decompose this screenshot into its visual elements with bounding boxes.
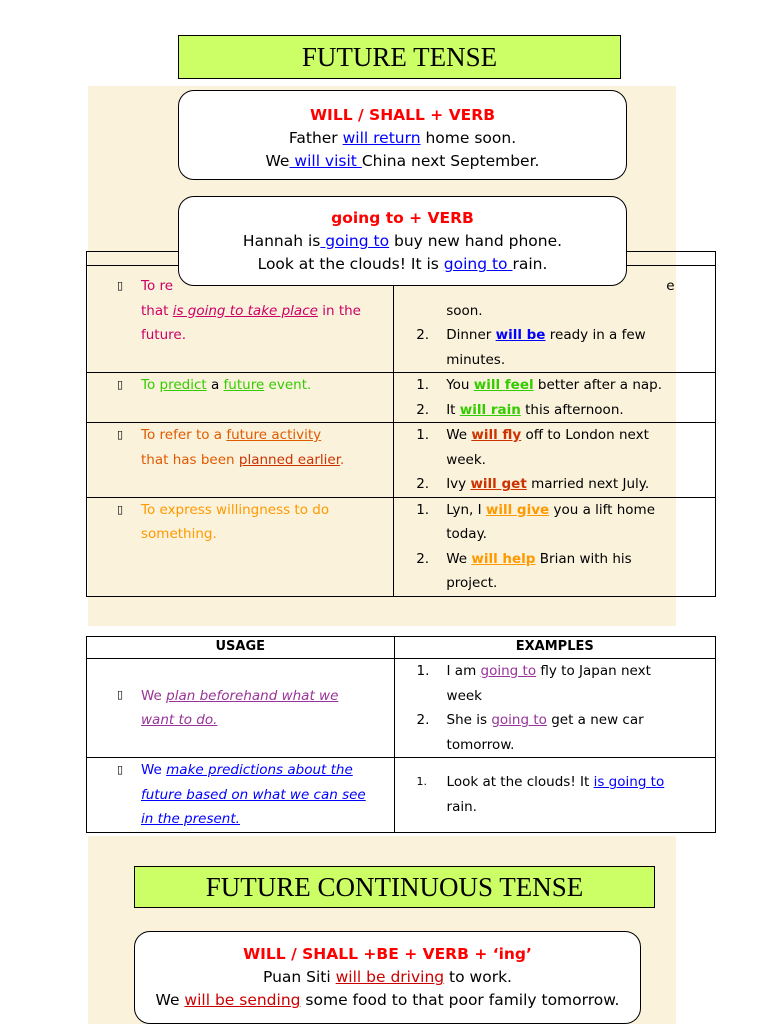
bullet-icon: ▯ — [117, 763, 124, 776]
box-header: WILL / SHALL +BE + VERB + ‘ing’ — [243, 945, 532, 963]
column-header-examples: EXAMPLES — [394, 637, 715, 659]
list-item: 1. We will fly off to London next — [416, 427, 649, 443]
table-row: ▯ To predict a future event. 1. You will feel better after a nap. 2. It will rain this afternoon. — [87, 373, 716, 423]
will-shall-box — [178, 90, 627, 180]
list-item: 2. Ivy will get married next July. — [416, 476, 650, 492]
bullet-icon: ▯ — [117, 378, 124, 391]
list-item: 1. You will feel better after a nap. — [416, 377, 663, 393]
going-to-box — [178, 196, 627, 286]
will-be-ing-box — [134, 931, 641, 1024]
list-item: e soon. — [446, 278, 675, 319]
list-item: 2. It will rain this afternoon. — [416, 401, 624, 418]
example-line: Father will return home soon. — [288, 129, 517, 147]
bullet-icon: ▯ — [117, 502, 124, 516]
example-line: Puan Siti will be driving to work. — [263, 968, 512, 986]
example-line: Look at the clouds! It is going to rain. — [257, 255, 548, 273]
example-line: We will visit China next September. — [265, 152, 540, 170]
going-to-usage-table — [86, 636, 716, 833]
table-row: ▯ To express willingness to do something. 1. Lyn, I will give you a lift home today. 2. We will help Brian with his project. — [87, 497, 716, 596]
table-row: ▯ To refer to a future activity that has been planned earlier. 1. We will fly off to London next week. 2. Ivy will get married next July. — [87, 423, 716, 498]
list-item: 2. She is going to get a new car — [416, 712, 644, 728]
table-row: ▯ We make predictions about the future based on what we can see in the present. 1. Look at the clouds! It is going to rain. — [87, 758, 716, 833]
box-header: going to + VERB — [331, 209, 474, 227]
table-row: ▯ To re that is going to take place in the future. e soon. 2. Dinner will be ready in a few minutes. — [87, 266, 716, 373]
list-item: 1. Lyn, I will give you a lift home — [416, 501, 656, 518]
box-header: WILL / SHALL + VERB — [309, 106, 496, 124]
bullet-icon: ▯ — [117, 688, 124, 701]
column-header-usage: USAGE — [87, 637, 395, 659]
future-continuous-title: FUTURE CONTINUOUS TENSE — [134, 866, 655, 908]
bullet-icon: ▯ — [117, 279, 124, 292]
example-line: We will be sending some food to that poor family tomorrow. — [155, 991, 620, 1009]
will-usage-table — [86, 251, 716, 597]
table-row: ▯ We plan beforehand what we want to do. 1. I am going to fly to Japan next week 2. She is going to get a new car tomorrow. — [87, 659, 716, 758]
future-tense-title: FUTURE TENSE — [178, 35, 621, 79]
example-line: Hannah is going to buy new hand phone. — [242, 232, 563, 250]
bullet-icon: ▯ — [117, 428, 124, 441]
list-item: 2. We will help Brian with his — [416, 550, 632, 567]
list-item: 1. Look at the clouds! It is going to — [416, 774, 665, 791]
list-item: 1. I am going to fly to Japan next — [416, 663, 651, 679]
list-item: 2. Dinner will be ready in a few — [416, 327, 646, 343]
